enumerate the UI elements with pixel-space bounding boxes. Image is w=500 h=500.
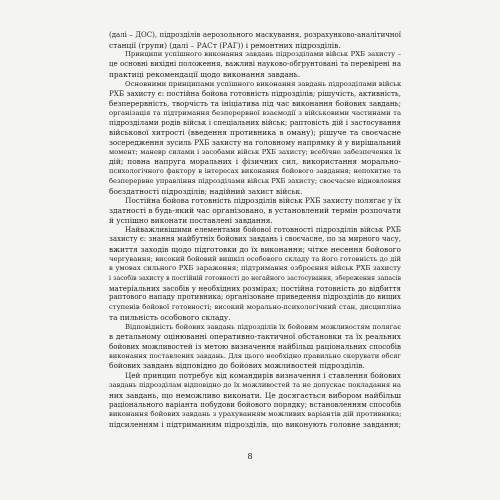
text-line: матеріальних засобів у необхідних розмірах; постійна готовність до відбиття: [109, 283, 401, 293]
text-line: в детальному оцінюванні оперативно-тактичної обстановки та їх реальних: [109, 332, 401, 342]
text-line: захисту є: знання майбутніх бойових завдань і своєчасне, по за мирного часу,: [109, 235, 401, 244]
text-line: безперервність, творчість та ініціатива під час виконання бойових завдань;: [109, 99, 401, 109]
text-line: Постійна бойова готовність підрозділів військ РХБ захисту полягає у їх: [125, 196, 401, 206]
text-line: них завдань, що неможливо виконати. Це досягається вибором найбільш: [109, 390, 401, 400]
text-line: Цей принцип потребує від командирів визначення і ставлення бойових: [125, 371, 401, 381]
text-line: організація та підтримання безперервної взаємодії з військовими частинами та: [109, 108, 401, 117]
text-line: раціонального варіанта побудови бойового порядку; встановленням способів: [109, 400, 401, 410]
text-line: це основні вихідні положення, важливі науково-обгрунтовані та перевірені на: [109, 60, 401, 69]
text-line: бойових завдань відповідно до бойових можливостей підрозділів.: [109, 361, 365, 371]
text-line: боєздатності підрозділів; надійний захист військ.: [109, 186, 303, 196]
text-line: безперервне управління підрозділами військ РХБ захисту; своєчасне відновлення: [109, 176, 401, 185]
text-line: станції (групи) (далі – РАСт (РАГ)) і ремонтних підрозділів.: [109, 40, 341, 50]
text-line: Відповідність бойових завдань підрозділів їх бойовим можливостям полягає: [125, 322, 401, 331]
text-line: ступенів бойової готовності; високий морально-психологічний стан, дисципліна: [109, 303, 401, 312]
text-line: і засобів захисту в постійній готовності до негайного застосування, збереження запасів: [109, 274, 401, 282]
text-line: раптового нападу противника; організоване приведення підрозділів до вищих: [109, 293, 401, 302]
text-line: виконання бойових завдань з урахуванням можливих варіантів дій противника;: [109, 410, 401, 419]
text-line: зосередження зусиль РХБ захисту на головному напрямку й у вирішальний: [109, 137, 401, 147]
text-line: практиці рекомендації щодо виконання завдань.: [109, 69, 301, 79]
page-number: 8: [247, 452, 253, 461]
text-line: завдань підрозділам відповідно до їх можливостей та не допускає покладання на: [109, 380, 401, 389]
text-line: підрозділами родів військ і спеціальних військ; раптовість дій і застосування: [109, 118, 401, 128]
text-line: РХБ захисту є: постійна бойова готовність підрозділів; рішучість, активність,: [109, 89, 401, 99]
text-line: момент; маневр силами і засобами військ РХБ захисту; всебічне забезпечення їх: [109, 147, 401, 156]
text-line: психологічного фактору в інтересах виконання бойового завдання; непохитне та: [109, 167, 401, 176]
text-line: дій; повна напруга моральних і фізичних сил, використання морально-: [109, 157, 401, 167]
text-line: (далі – ДОС), підрозділів аерозольного маскування, розрахунково-аналітичної: [109, 31, 401, 39]
text-line: військової хитрості (введення противника в оману); рішуче та своєчасне: [109, 128, 401, 138]
text-line: в умовах сильного РХБ зараження; підтримання озброєння військ РХБ захисту: [109, 264, 401, 273]
body-text: [109, 31, 401, 429]
text-line: виконання поставлених завдань. Для цього необхідно правильно скерувати обсяг: [109, 351, 401, 360]
text-line: Основними принципами успішного виконання завдань підрозділами військ: [125, 79, 401, 88]
text-line: вжиття заходів щодо підготовки до їх виконання; чітке несення бойового: [109, 244, 401, 254]
text-line: підсиленням і підтриманням підрозділів, що виконують головне завдання;: [109, 419, 401, 429]
text-line: та пильність особового складу.: [109, 312, 231, 322]
text-line: чергування; високий бойовий вишкіл особового складу та його готовність до дій: [109, 254, 401, 263]
text-line: здатності в будь-який час організовано, в установлений термін розпочати: [109, 205, 401, 215]
text-line: Найважливішими елементами бойової готовності підрозділів військ РХБ: [125, 225, 401, 235]
text-line: Принципи успішного виконання завдань підрозділами військ РХБ захисту –: [125, 50, 401, 59]
text-line: й успішно виконати поставлені завдання.: [109, 215, 273, 225]
text-line: бойових можливостей із метою визначення найбільш раціональних способів: [109, 342, 401, 351]
